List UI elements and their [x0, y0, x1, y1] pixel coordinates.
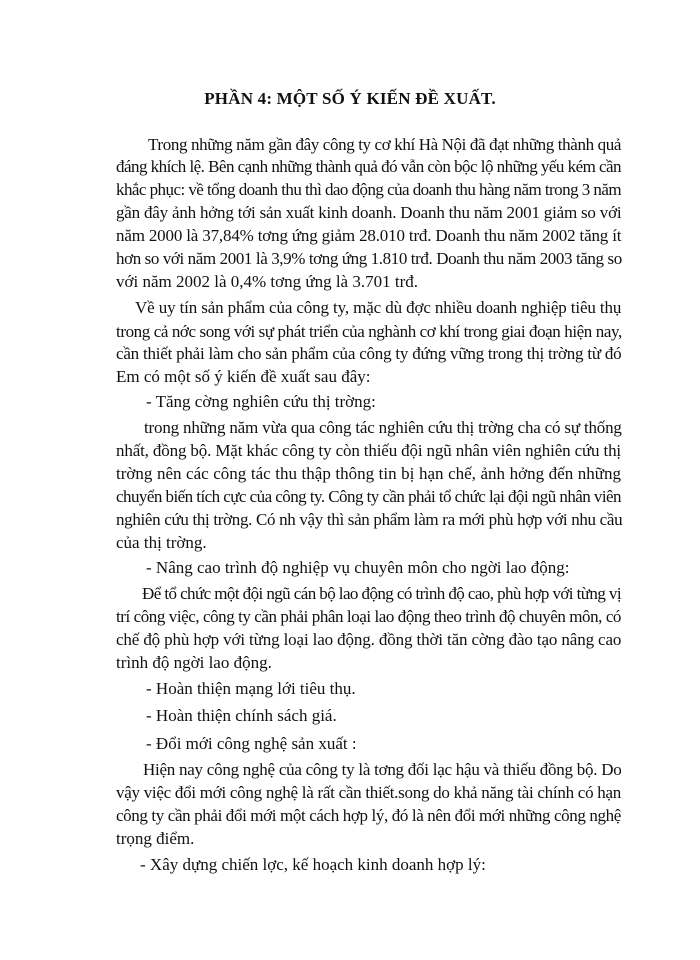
bullet-item: - Tăng cờng nghiên cứu thị trờng: — [146, 392, 376, 411]
body-line: của thị trờng. — [116, 533, 207, 552]
body-line: nghiên cứu thị trờng. Có nh vậy thì sản phẩm làm ra mới phù hợp với nhu cầu — [116, 510, 623, 529]
body-line: trí công việc, công ty cần phải phân loại lao động theo trình độ chuyên môn, có — [116, 607, 621, 626]
body-line: gần đây ảnh hởng tới sản xuất kinh doanh. Doanh thu năm 2001 giảm so với — [116, 203, 622, 222]
bullet-item: - Đổi mới công nghệ sản xuất : — [146, 734, 357, 753]
body-line: khắc phục: về tổng doanh thu thì dao động của doanh thu hàng năm trong 3 năm — [116, 180, 621, 199]
body-line: chế độ phù hợp với từng loại lao động. đồng thời tăn cờng đào tạo nâng cao — [116, 630, 622, 649]
body-line: Trong những năm gần đây công ty cơ khí Hà Nội đã đạt những thành quả — [148, 135, 621, 154]
bullet-item: - Xây dựng chiến lợc, kế hoạch kinh doanh hợp lý: — [140, 855, 486, 874]
body-line: Em có một số ý kiến đề xuất sau đây: — [116, 367, 371, 386]
body-line: hơn so với năm 2001 là 3,9% tơng ứng 1.810 trđ. Doanh thu năm 2003 tăng so — [116, 249, 622, 268]
body-line: trong cả nớc song với sự phát triển của nghành cơ khí trong giai đoạn hiện nay, — [116, 322, 622, 341]
body-line: Về uy tín sản phẩm của công ty, mặc dù đợc nhiều doanh nghiệp tiêu thụ — [135, 298, 622, 317]
page-title: PHẦN 4: MỘT SỐ Ý KIẾN ĐỀ XUẤT. — [204, 89, 496, 108]
body-line: năm 2000 là 37,84% tơng ứng giảm 28.010 trđ. Doanh thu năm 2002 tăng ít — [116, 226, 622, 245]
body-line: trong những năm vừa qua công tác nghiên cứu thị trờng cha có sự thống — [144, 418, 622, 437]
body-line: công ty cần phải đổi mới một cách hợp lý, đó là nên đổi mới những công nghệ — [116, 806, 621, 825]
body-line: cần thiết phải làm cho sản phẩm của công ty đứng vững trong thị trờng từ đó — [116, 344, 622, 363]
body-line: trình độ ngời lao động. — [116, 653, 272, 672]
body-line: trọng điểm. — [116, 829, 195, 848]
bullet-item: - Nâng cao trình độ nghiệp vụ chuyên môn cho ngời lao động: — [146, 558, 570, 577]
body-line: đáng khích lệ. Bên cạnh những thành quả đó vẫn còn bộc lộ những yếu kém cần — [116, 157, 621, 176]
body-line: vậy việc đổi mới công nghệ là rất cần thiết.song do khả năng tài chính có hạn — [116, 783, 622, 802]
body-line: chuyển biến tích cực của công ty. Công ty cần phải tổ chức lại đội ngũ nhân viên — [116, 487, 621, 506]
bullet-item: - Hoàn thiện mạng lới tiêu thụ. — [146, 679, 356, 698]
body-line: Để tổ chức một đội ngũ cán bộ lao động có trình độ cao, phù hợp với từng vị — [142, 584, 621, 603]
bullet-item: - Hoàn thiện chính sách giá. — [146, 706, 337, 725]
body-line: Hiện nay công nghệ của công ty là tơng đối lạc hậu và thiếu đồng bộ. Do — [143, 760, 622, 779]
body-line: với năm 2002 là 0,4% tơng ứng là 3.701 trđ. — [116, 272, 418, 291]
body-line: nhất, đồng bộ. Mặt khác công ty còn thiếu đội ngũ nhân viên nghiên cứu thị — [116, 441, 621, 460]
body-line: trờng nên các công tác thu thập thông tin bị hạn chế, ảnh hởng đến những — [116, 464, 621, 483]
